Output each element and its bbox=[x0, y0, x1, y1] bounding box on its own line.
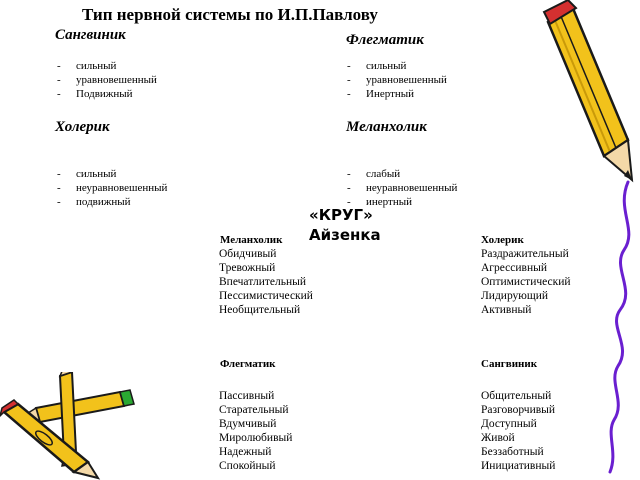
eysenck-sanguine-heading: Сангвиник bbox=[481, 358, 538, 370]
list-item: - уравновешенный bbox=[57, 73, 157, 87]
list-item: Разговорчивый bbox=[481, 404, 556, 416]
list-item: Необщительный bbox=[219, 304, 301, 316]
list-item: Активный bbox=[481, 304, 532, 316]
list-item: Беззаботный bbox=[481, 446, 544, 458]
list-item: Доступный bbox=[481, 418, 537, 430]
list-item: - инертный bbox=[347, 195, 457, 209]
melancholic-heading: Меланхолик bbox=[346, 119, 427, 135]
list-item: Оптимистический bbox=[481, 276, 571, 288]
list-item: - уравновешенный bbox=[347, 73, 447, 87]
list-item: Пессимистический bbox=[219, 290, 313, 302]
phlegmatic-traits bbox=[347, 59, 447, 101]
eysenck-phlegmatic-list bbox=[219, 389, 292, 473]
list-item: - неуравновешенный bbox=[347, 181, 457, 195]
list-item: Миролюбивый bbox=[219, 432, 293, 444]
eysenck-phlegmatic-heading: Флегматик bbox=[220, 358, 276, 370]
pencil-squiggle-icon bbox=[520, 0, 640, 480]
list-item: Раздражительный bbox=[481, 248, 569, 260]
choleric-heading: Холерик bbox=[55, 119, 110, 135]
list-item: Обидчивый bbox=[219, 248, 277, 260]
squiggle-line-icon bbox=[610, 182, 629, 472]
large-pencil-icon bbox=[544, 0, 632, 180]
sanguine-traits bbox=[57, 59, 157, 101]
eysenck-circle-title bbox=[309, 205, 381, 245]
list-item: - неуравновешенный bbox=[57, 181, 167, 195]
page-title: Тип нервной системы по И.П.Павлову bbox=[82, 5, 378, 24]
list-item: Инициативный bbox=[481, 460, 556, 472]
list-item: Живой bbox=[481, 432, 515, 444]
list-item: - Инертный bbox=[347, 87, 447, 101]
list-item: Агрессивный bbox=[481, 262, 547, 274]
list-item: - сильный bbox=[347, 59, 447, 73]
eysenck-title-line1: «КРУГ» bbox=[309, 206, 373, 224]
list-item: Вдумчивый bbox=[219, 418, 277, 430]
list-item: Надежный bbox=[219, 446, 272, 458]
melancholic-traits bbox=[347, 167, 457, 209]
crossed-pencils-icon bbox=[0, 372, 135, 480]
list-item: Лидирующий bbox=[481, 290, 549, 302]
list-item: Пассивный bbox=[219, 390, 275, 402]
list-item: - сильный bbox=[57, 167, 167, 181]
list-item: Тревожный bbox=[219, 262, 276, 274]
sanguine-heading: Сангвиник bbox=[55, 27, 126, 43]
list-item: - слабый bbox=[347, 167, 457, 181]
list-item: Общительный bbox=[481, 390, 552, 402]
list-item: Впечатлительный bbox=[219, 276, 307, 288]
eysenck-melancholic-list bbox=[219, 247, 313, 317]
list-item: - Подвижный bbox=[57, 87, 157, 101]
pencil-icon bbox=[20, 390, 134, 422]
choleric-traits bbox=[57, 167, 167, 209]
phlegmatic-heading: Флегматик bbox=[346, 32, 424, 48]
eysenck-title-line2: Айзенка bbox=[309, 226, 381, 244]
list-item: - подвижный bbox=[57, 195, 167, 209]
eysenck-choleric-heading: Холерик bbox=[481, 234, 524, 246]
list-item: Старательный bbox=[219, 404, 289, 416]
list-item: Спокойный bbox=[219, 460, 276, 472]
eysenck-melancholic-heading: Меланхолик bbox=[220, 234, 283, 246]
list-item: - сильный bbox=[57, 59, 157, 73]
